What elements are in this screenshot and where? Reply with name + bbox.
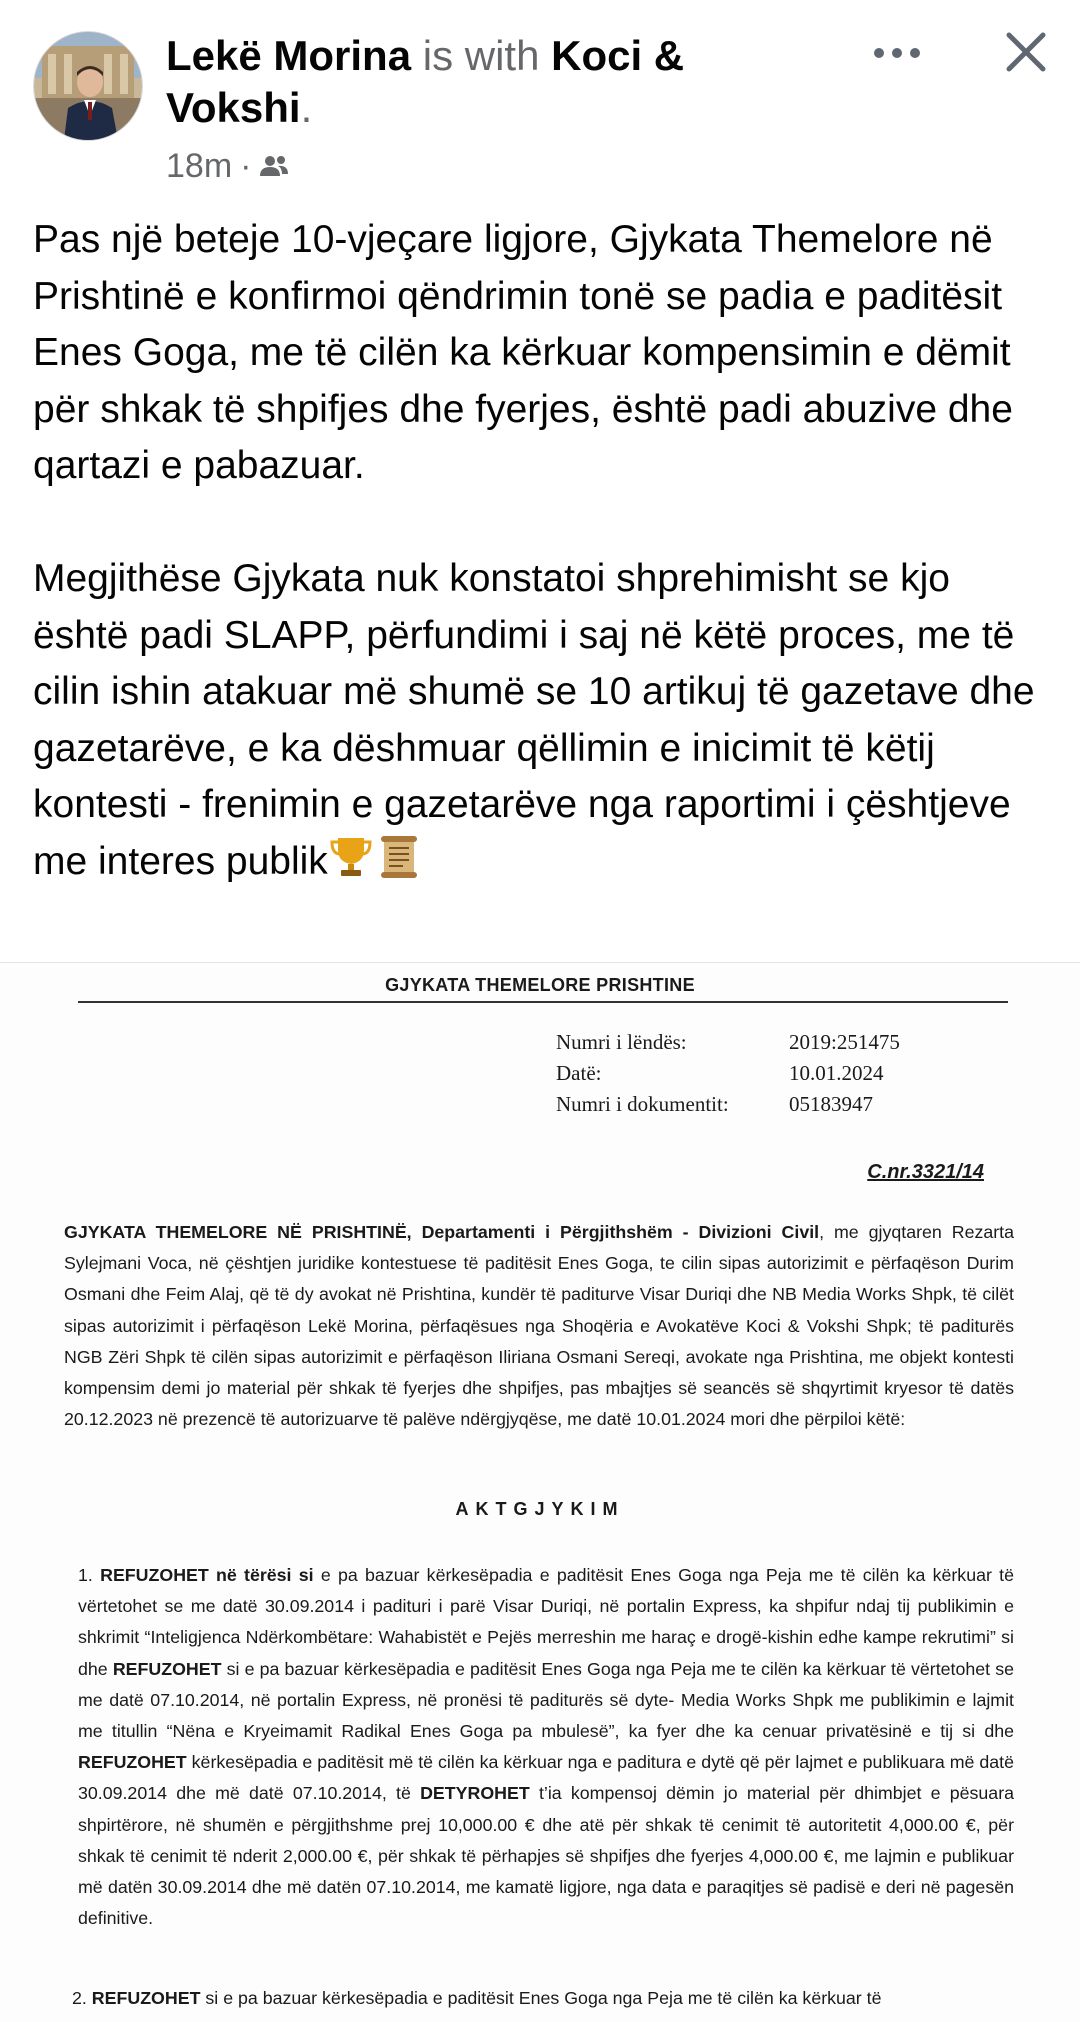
more-options-button[interactable] [862,28,932,78]
item1-text-b: si e pa bazuar kërkesëpadia e paditësit Enes Goga nga Peja me te cilën ka kërkuar të vërtetohet se me datë 07.10.2014, në portalin Express, në pronësi të paditurës së dyte- Media Works Shpk me publikimin e lajmit me titullin “Nëna e Kryeimamit Radikal Enes Goga pa mbulesë”, ka fyer dhe ka cenuar privatësinë e tij si dhe [78,1658,1015,1742]
period: . [300,84,313,131]
verdict-item-2 [72,1983,1012,2014]
attached-document-image[interactable] [0,963,1080,2022]
doc-reference-table [556,1027,900,1120]
ref-label: Numri i lëndës: [556,1030,687,1054]
doc-intro-paragraph [64,1217,1014,1435]
close-button[interactable] [996,22,1056,82]
ref-value: 2019:251475 [789,1030,900,1054]
post-header [166,30,736,134]
tagged-page[interactable]: Koci & Vokshi [166,32,685,131]
scroll-icon [378,834,420,897]
ref-label: Datë: [556,1061,602,1085]
case-number: C.nr.3321/14 [867,1161,984,1183]
more-icon [873,47,921,59]
ref-row [556,1089,900,1120]
post-paragraph-2-text: Megjithëse Gjykata nuk konstatoi shprehimisht se kjo është padi SLAPP, përfundimi i saj në këtë proces, me të cilin ishin atakuar më shumë se 10 artikuj të gazetave dhe gazetarëve, e ka dëshmuar qëllimin e inicimit të këtij kontesti - frenimin e gazetarëve nga raportimi i çështjeve me interes publik [33,556,1035,883]
item2-bold: REFUZOHET [91,1988,201,2008]
intro-text: , me gjyqtaren Rezarta Sylejmani Voca, në çështjen juridike kontestuese të paditësit Enes Goga, te cilin sipas autorizimit e përfaqëson Durim Osmani dhe Feim Alaj, që të dy avokat në Prishtina, kundër të paditurve Visar Duriqi dhe NB Media Works Shpk, të cilët sipas autorizimit i përfaqëson Lekë Morina, përfaqësues nga Shoqëria e Avokatëve Koci & Vokshi Shpk; të paditurës NGB Zëri Shpk të cilën sipas autorizimit e përfaqëson Iliriana Osmani Sereqi, avokate nga Prishtina, me objekt kontesti kompensim demi jo material për shkak të fyerjes dhe shpifjes, pas mbajtjes së seancës së shqyrtimit kryesor të datës 20.12.2023 në prezencë të autorizuarve të palëve ndërgjyqëse, me datë 10.01.2024 mori dhe përpiloi këtë: [64,1222,1014,1430]
with-text: is with [422,32,540,79]
intro-court-name: GJYKATA THEMELORE NË PRISHTINË, Departamenti i Përgjithshëm - Divizioni Civil [64,1222,820,1242]
author-name[interactable]: Lekë Morina [166,32,412,79]
close-icon [1005,31,1047,73]
friends-icon [259,154,289,178]
post-time[interactable]: 18m [166,146,233,185]
ref-label: Numri i dokumentit: [556,1092,729,1116]
doc-court-header: GJYKATA THEMELORE PRISHTINE [385,975,695,995]
verdict-title: AKTGJYKIM [455,1499,625,1519]
item-number: 1. [78,1565,93,1585]
item2-text: si e pa bazuar kërkesëpadia e paditësit Enes Goga nga Peja me të cilën ka kërkuar të [200,1988,882,2008]
verdict-item-1 [78,1560,1014,1934]
ref-row [556,1027,900,1058]
item1-bold-c: REFUZOHET [78,1752,187,1773]
profile-photo [34,32,142,140]
doc-header-rule [78,1001,1008,1003]
post-paragraph-1: Pas një beteje 10-vjeçare ligjore, Gjykata Themelore në Prishtinë e konfirmoi qëndrimin tonë se padia e paditësit Enes Goga, me të cilën ka kërkuar kompensimin e dëmit për shkak të shpifjes dhe fyerjes, është padi abuzive dhe qartazi e pabazuar. [33,218,1013,488]
ref-row [556,1058,900,1089]
item-number: 2. [72,1988,87,2008]
ref-value: 05183947 [789,1092,873,1116]
trophy-icon [330,834,372,897]
item1-bold-b: REFUZOHET [112,1658,222,1679]
avatar[interactable] [33,31,143,141]
post-paragraph-2 [33,551,1053,897]
item1-bold-d: DETYROHET [420,1783,530,1804]
item1-text-a: e pa bazuar kërkesëpadia e paditësit Enes Goga nga Peja me të cilën ka kërkuar të vërtetohet se me datë 30.09.2014 i padituri i parë Visar Duriqi, në portalin Express, ka shpifur ndaj tij publikimin e shkrimit “Inteligjenca Ndërkombëtare: Wahabistët e Pejës merreshin me haraç e drogë-kishin edhe kampe rekrutimi” si dhe [78,1565,1014,1679]
item1-text-d: t’ia kompensoj dëmin jo material për dhimbjet e pësuara shpirtërore, në shumën e përgjithshme prej 10,000.00 € dhe atë për shkak të cenimit të autoritetit 4,000.00 €, për shkak të cenimit të nderit 2,000.00 €, për shkak të përhapjes së shpifjes dhe fyerjes 4,000.00 €, me lajmin e publikuar më datën 30.09.2014 dhe më datën 07.10.2014, me kamatë ligjore, nga data e paraqitjes së padisë e deri në pagesën definitive. [78,1783,1015,1929]
meta-separator: · [240,146,252,185]
ref-value: 10.01.2024 [789,1061,884,1085]
post-meta [166,146,289,186]
item1-text-c: kërkesëpadia e paditësit më të cilën ka kërkuar nga e paditura e dytë që për lajmet e publikuara më datë 30.09.2014 dhe më datë 07.10.2014, të [78,1752,1014,1804]
item1-bold-a: REFUZOHET në tërësi si [100,1565,314,1585]
post-body [33,212,1053,897]
